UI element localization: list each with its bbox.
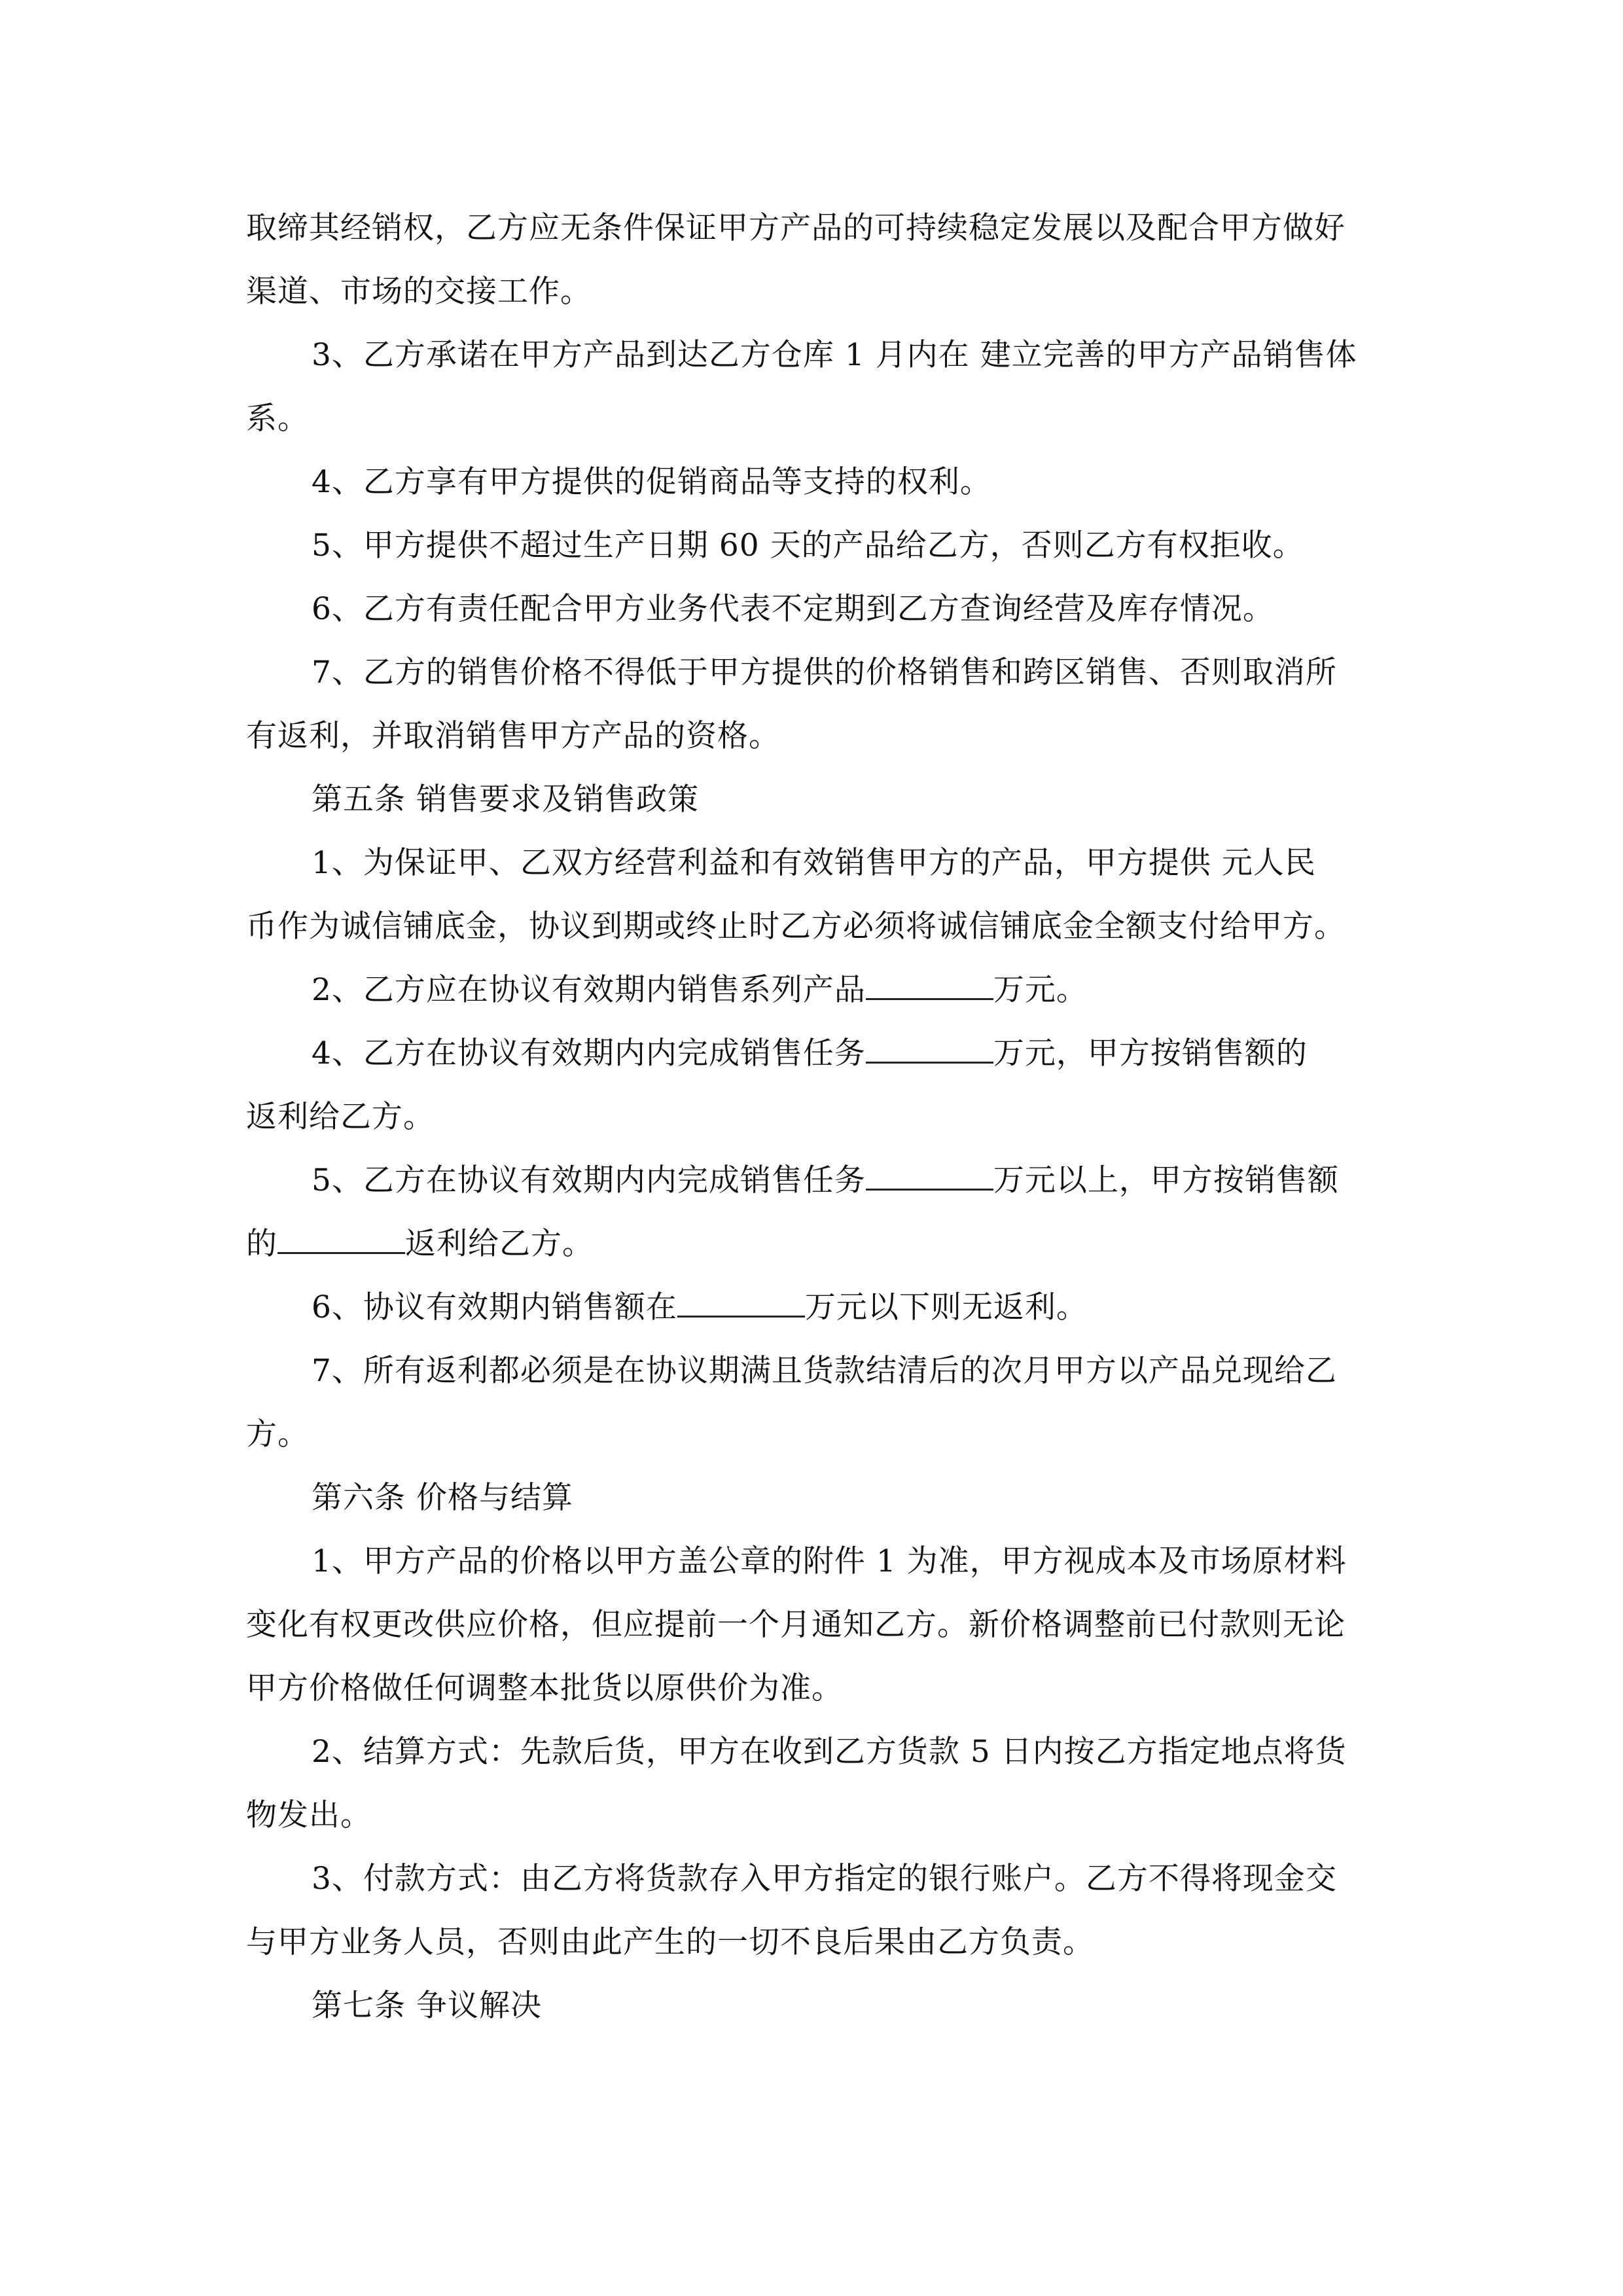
text-line: 方。 xyxy=(246,1416,309,1452)
text-line: 物发出。 xyxy=(246,1797,372,1833)
clause-text: 万元。 xyxy=(993,972,1088,1008)
clause-4: 4、乙方享有甲方提供的促销商品等支持的权利。 xyxy=(312,464,991,500)
text-line xyxy=(246,1212,1378,1276)
clause-text: 万元以上，甲方按销售额 xyxy=(993,1162,1339,1198)
text-line: 甲方价格做任何调整本批货以原供价为准。 xyxy=(246,1670,843,1706)
clause-3: 3、乙方承诺在甲方产品到达乙方仓库 1 月内在 建立完善的甲方产品销售体 xyxy=(312,337,1357,373)
article-6-heading: 第六条 价格与结算 xyxy=(312,1480,573,1516)
clause-5: 5、甲方提供不超过生产日期 60 天的产品给乙方，否则乙方有权拒收。 xyxy=(312,528,1304,564)
document-page xyxy=(246,196,1378,2037)
text-line: 与甲方业务人员，否则由此产生的一切不良后果由乙方负责。 xyxy=(246,1924,1094,1960)
article-5-clause-2 xyxy=(246,958,1378,1022)
text-line: 渠道、市场的交接工作。 xyxy=(246,274,592,310)
clause-text: 返利给乙方。 xyxy=(405,1226,594,1262)
clause-text: 万元以下则无返利。 xyxy=(804,1289,1088,1325)
text-line: 有返利，并取消销售甲方产品的资格。 xyxy=(246,718,780,754)
clause-text: 万元，甲方按销售额的 xyxy=(993,1035,1308,1071)
fill-in-blank xyxy=(866,1025,993,1064)
article-5-heading: 第五条 销售要求及销售政策 xyxy=(312,781,699,817)
clause-6: 6、乙方有责任配合甲方业务代表不定期到乙方查询经营及库存情况。 xyxy=(312,591,1274,627)
article-6-clause-1: 1、甲方产品的价格以甲方盖公章的附件 1 为准，甲方视成本及市场原材料 xyxy=(312,1543,1347,1579)
article-5-clause-7: 7、所有返利都必须是在协议期满且货款结清后的次月甲方以产品兑现给乙 xyxy=(312,1353,1337,1389)
article-6-clause-3: 3、付款方式：由乙方将货款存入甲方指定的银行账户。乙方不得将现金交 xyxy=(312,1861,1337,1897)
article-5-clause-1: 1、为保证甲、乙双方经营利益和有效销售甲方的产品，甲方提供 元人民 xyxy=(312,845,1316,881)
fill-in-blank xyxy=(277,1215,405,1254)
text-line: 变化有权更改供应价格，但应提前一个月通知乙方。新价格调整前已付款则无论 xyxy=(246,1607,1346,1643)
article-5-clause-4 xyxy=(246,1022,1378,1085)
article-5-clause-5 xyxy=(246,1149,1378,1212)
article-5-clause-6 xyxy=(246,1276,1378,1339)
text-line: 取缔其经销权，乙方应无条件保证甲方产品的可持续稳定发展以及配合甲方做好 xyxy=(246,210,1346,246)
text-line: 币作为诚信铺底金，协议到期或终止时乙方必须将诚信铺底金全额支付给甲方。 xyxy=(246,908,1346,944)
article-6-clause-2: 2、结算方式：先款后货，甲方在收到乙方货款 5 日内按乙方指定地点将货 xyxy=(312,1734,1347,1770)
text-line: 系。 xyxy=(246,401,309,437)
fill-in-blank xyxy=(866,961,993,1000)
clause-text: 2、乙方应在协议有效期内销售系列产品 xyxy=(312,972,866,1008)
clause-text: 4、乙方在协议有效期内内完成销售任务 xyxy=(312,1035,866,1071)
clause-text: 的 xyxy=(246,1226,277,1262)
clause-text: 5、乙方在协议有效期内内完成销售任务 xyxy=(312,1162,866,1198)
clause-7: 7、乙方的销售价格不得低于甲方提供的价格销售和跨区销售、否则取消所 xyxy=(312,655,1337,691)
fill-in-blank xyxy=(677,1279,805,1318)
clause-text: 6、协议有效期内销售额在 xyxy=(312,1289,677,1325)
article-7-heading: 第七条 争议解决 xyxy=(312,1988,542,2024)
text-line: 返利给乙方。 xyxy=(246,1099,435,1135)
fill-in-blank xyxy=(866,1152,993,1191)
